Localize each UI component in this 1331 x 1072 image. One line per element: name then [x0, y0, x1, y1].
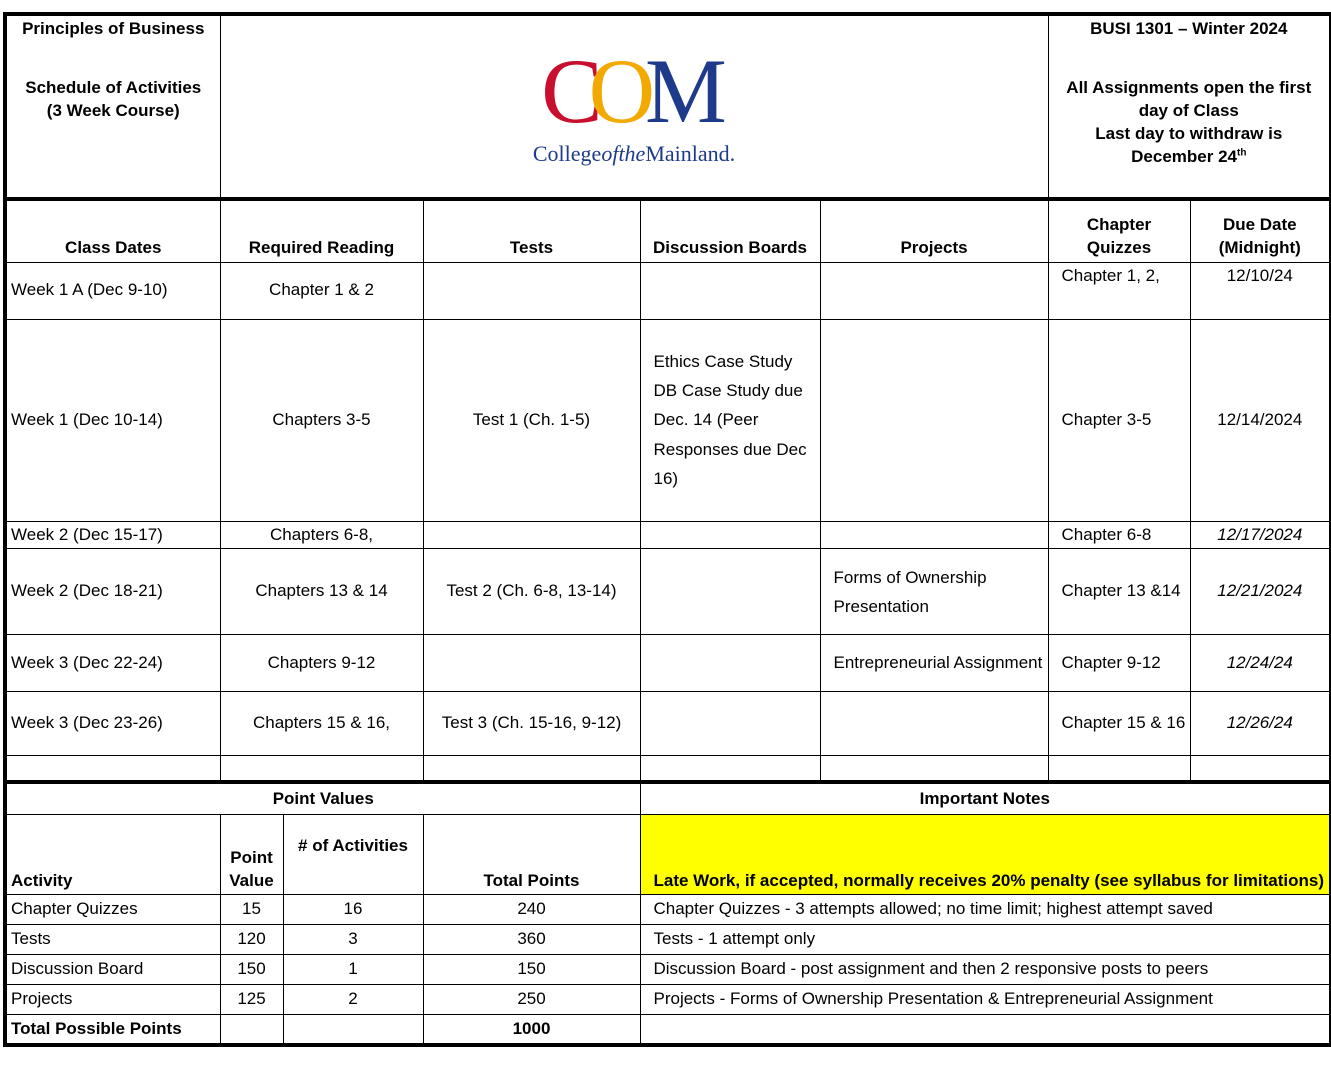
points-value: 125 — [220, 985, 283, 1015]
logo-college-name: CollegeoftheMainland. — [532, 140, 736, 166]
logo-letter-m: M — [645, 39, 727, 142]
row-reading: Chapters 15 & 16, — [220, 692, 423, 756]
points-total: 150 — [423, 955, 640, 985]
course-title-cell — [5, 14, 220, 199]
assignments-open-note: All Assignments open the first day of Class — [1066, 77, 1312, 120]
points-activity: Discussion Board — [5, 955, 220, 985]
points-total-row — [5, 1015, 1331, 1045]
points-col-point-value: Point Value — [220, 815, 283, 895]
points-total: 360 — [423, 925, 640, 955]
points-col-total-points: Total Points — [423, 815, 640, 895]
col-header-class-dates: Class Dates — [5, 199, 220, 262]
row-quiz: Chapter 1, 2, — [1048, 262, 1190, 319]
schedule-row — [5, 549, 1331, 635]
points-value: 120 — [220, 925, 283, 955]
note-item: Chapter Quizzes - 3 attempts allowed; no time limit; highest attempt saved — [640, 895, 1331, 925]
note-item: Tests - 1 attempt only — [640, 925, 1331, 955]
course-code: BUSI 1301 – Winter 2024 — [1090, 19, 1288, 38]
row-test: Test 1 (Ch. 1-5) — [423, 319, 640, 521]
row-test: Test 2 (Ch. 6-8, 13-14) — [423, 549, 640, 635]
row-test — [423, 262, 640, 319]
schedule-row — [5, 521, 1331, 549]
row-due-date: 12/24/24 — [1190, 635, 1331, 692]
row-class-date: Week 2 (Dec 15-17) — [5, 521, 220, 549]
col-header-due-date: Due Date (Midnight) — [1190, 199, 1331, 262]
row-class-date: Week 3 (Dec 22-24) — [5, 635, 220, 692]
schedule-row — [5, 635, 1331, 692]
row-quiz: Chapter 9-12 — [1048, 635, 1190, 692]
withdraw-note: Last day to withdraw is December 24th — [1095, 123, 1283, 166]
points-count: 1 — [283, 955, 423, 985]
col-header-chapter-quizzes: Chapter Quizzes — [1048, 199, 1190, 262]
points-col-activity: Activity — [5, 815, 220, 895]
row-project — [820, 692, 1048, 756]
row-discussion: Ethics Case Study DB Case Study due Dec. 14 (Peer Responses due Dec 16) — [640, 319, 820, 521]
row-discussion — [640, 635, 820, 692]
points-total: 240 — [423, 895, 640, 925]
row-discussion — [640, 521, 820, 549]
row-class-date: Week 1 A (Dec 9-10) — [5, 262, 220, 319]
row-project — [820, 319, 1048, 521]
note-item: Discussion Board - post assignment and then 2 responsive posts to peers — [640, 955, 1331, 985]
schedule-row — [5, 319, 1331, 521]
row-reading: Chapter 1 & 2 — [220, 262, 423, 319]
points-row — [5, 895, 1331, 925]
row-reading: Chapters 6-8, — [220, 521, 423, 549]
empty-row — [5, 756, 1331, 782]
schedule-row — [5, 692, 1331, 756]
row-discussion — [640, 549, 820, 635]
row-project: Forms of Ownership Presentation — [820, 549, 1048, 635]
col-header-projects: Projects — [820, 199, 1048, 262]
schedule-row — [5, 262, 1331, 319]
points-row — [5, 985, 1331, 1015]
points-total: 250 — [423, 985, 640, 1015]
points-activity: Projects — [5, 985, 220, 1015]
row-class-date: Week 1 (Dec 10-14) — [5, 319, 220, 521]
point-values-title: Point Values — [5, 782, 640, 815]
row-due-date: 12/14/2024 — [1190, 319, 1331, 521]
points-count: 16 — [283, 895, 423, 925]
points-activity: Tests — [5, 925, 220, 955]
total-possible-label: Total Possible Points — [5, 1015, 220, 1045]
row-due-date: 12/21/2024 — [1190, 549, 1331, 635]
col-header-tests: Tests — [423, 199, 640, 262]
points-value: 15 — [220, 895, 283, 925]
row-test — [423, 521, 640, 549]
row-discussion — [640, 692, 820, 756]
important-notes-title: Important Notes — [640, 782, 1331, 815]
row-project — [820, 262, 1048, 319]
schedule-table — [3, 12, 1331, 1047]
row-due-date: 12/26/24 — [1190, 692, 1331, 756]
logo-cell — [220, 14, 1048, 199]
row-reading: Chapters 3-5 — [220, 319, 423, 521]
row-due-date: 12/17/2024 — [1190, 521, 1331, 549]
late-work-note: Late Work, if accepted, normally receives 20% penalty (see syllabus for limitations) — [640, 815, 1331, 895]
course-title: Principles of Business — [22, 19, 205, 38]
points-count: 3 — [283, 925, 423, 955]
points-col-activity-count: # of Activities — [283, 815, 423, 895]
row-reading: Chapters 13 & 14 — [220, 549, 423, 635]
row-test: Test 3 (Ch. 15-16, 9-12) — [423, 692, 640, 756]
note-item: Projects - Forms of Ownership Presentation & Entrepreneurial Assignment — [640, 985, 1331, 1015]
schedule-subtitle: (3 Week Course) — [46, 100, 180, 120]
row-project: Entrepreneurial Assignment — [820, 635, 1048, 692]
col-header-required-reading: Required Reading — [220, 199, 423, 262]
schedule-title: Schedule of Activities — [25, 77, 202, 97]
logo-letter-o: O — [588, 39, 656, 142]
total-possible-value: 1000 — [423, 1015, 640, 1045]
logo-letter-c: C — [541, 39, 603, 142]
points-count: 2 — [283, 985, 423, 1015]
row-quiz: Chapter 13 &14 — [1048, 549, 1190, 635]
row-class-date: Week 3 (Dec 23-26) — [5, 692, 220, 756]
row-project — [820, 521, 1048, 549]
points-row — [5, 925, 1331, 955]
points-activity: Chapter Quizzes — [5, 895, 220, 925]
row-discussion — [640, 262, 820, 319]
col-header-discussion-boards: Discussion Boards — [640, 199, 820, 262]
row-quiz: Chapter 3-5 — [1048, 319, 1190, 521]
points-row — [5, 955, 1331, 985]
row-reading: Chapters 9-12 — [220, 635, 423, 692]
college-logo — [225, 39, 1044, 169]
points-value: 150 — [220, 955, 283, 985]
row-class-date: Week 2 (Dec 18-21) — [5, 549, 220, 635]
course-info-cell — [1048, 14, 1331, 199]
row-quiz: Chapter 6-8 — [1048, 521, 1190, 549]
row-due-date: 12/10/24 — [1190, 262, 1331, 319]
row-quiz: Chapter 15 & 16 — [1048, 692, 1190, 756]
row-test — [423, 635, 640, 692]
